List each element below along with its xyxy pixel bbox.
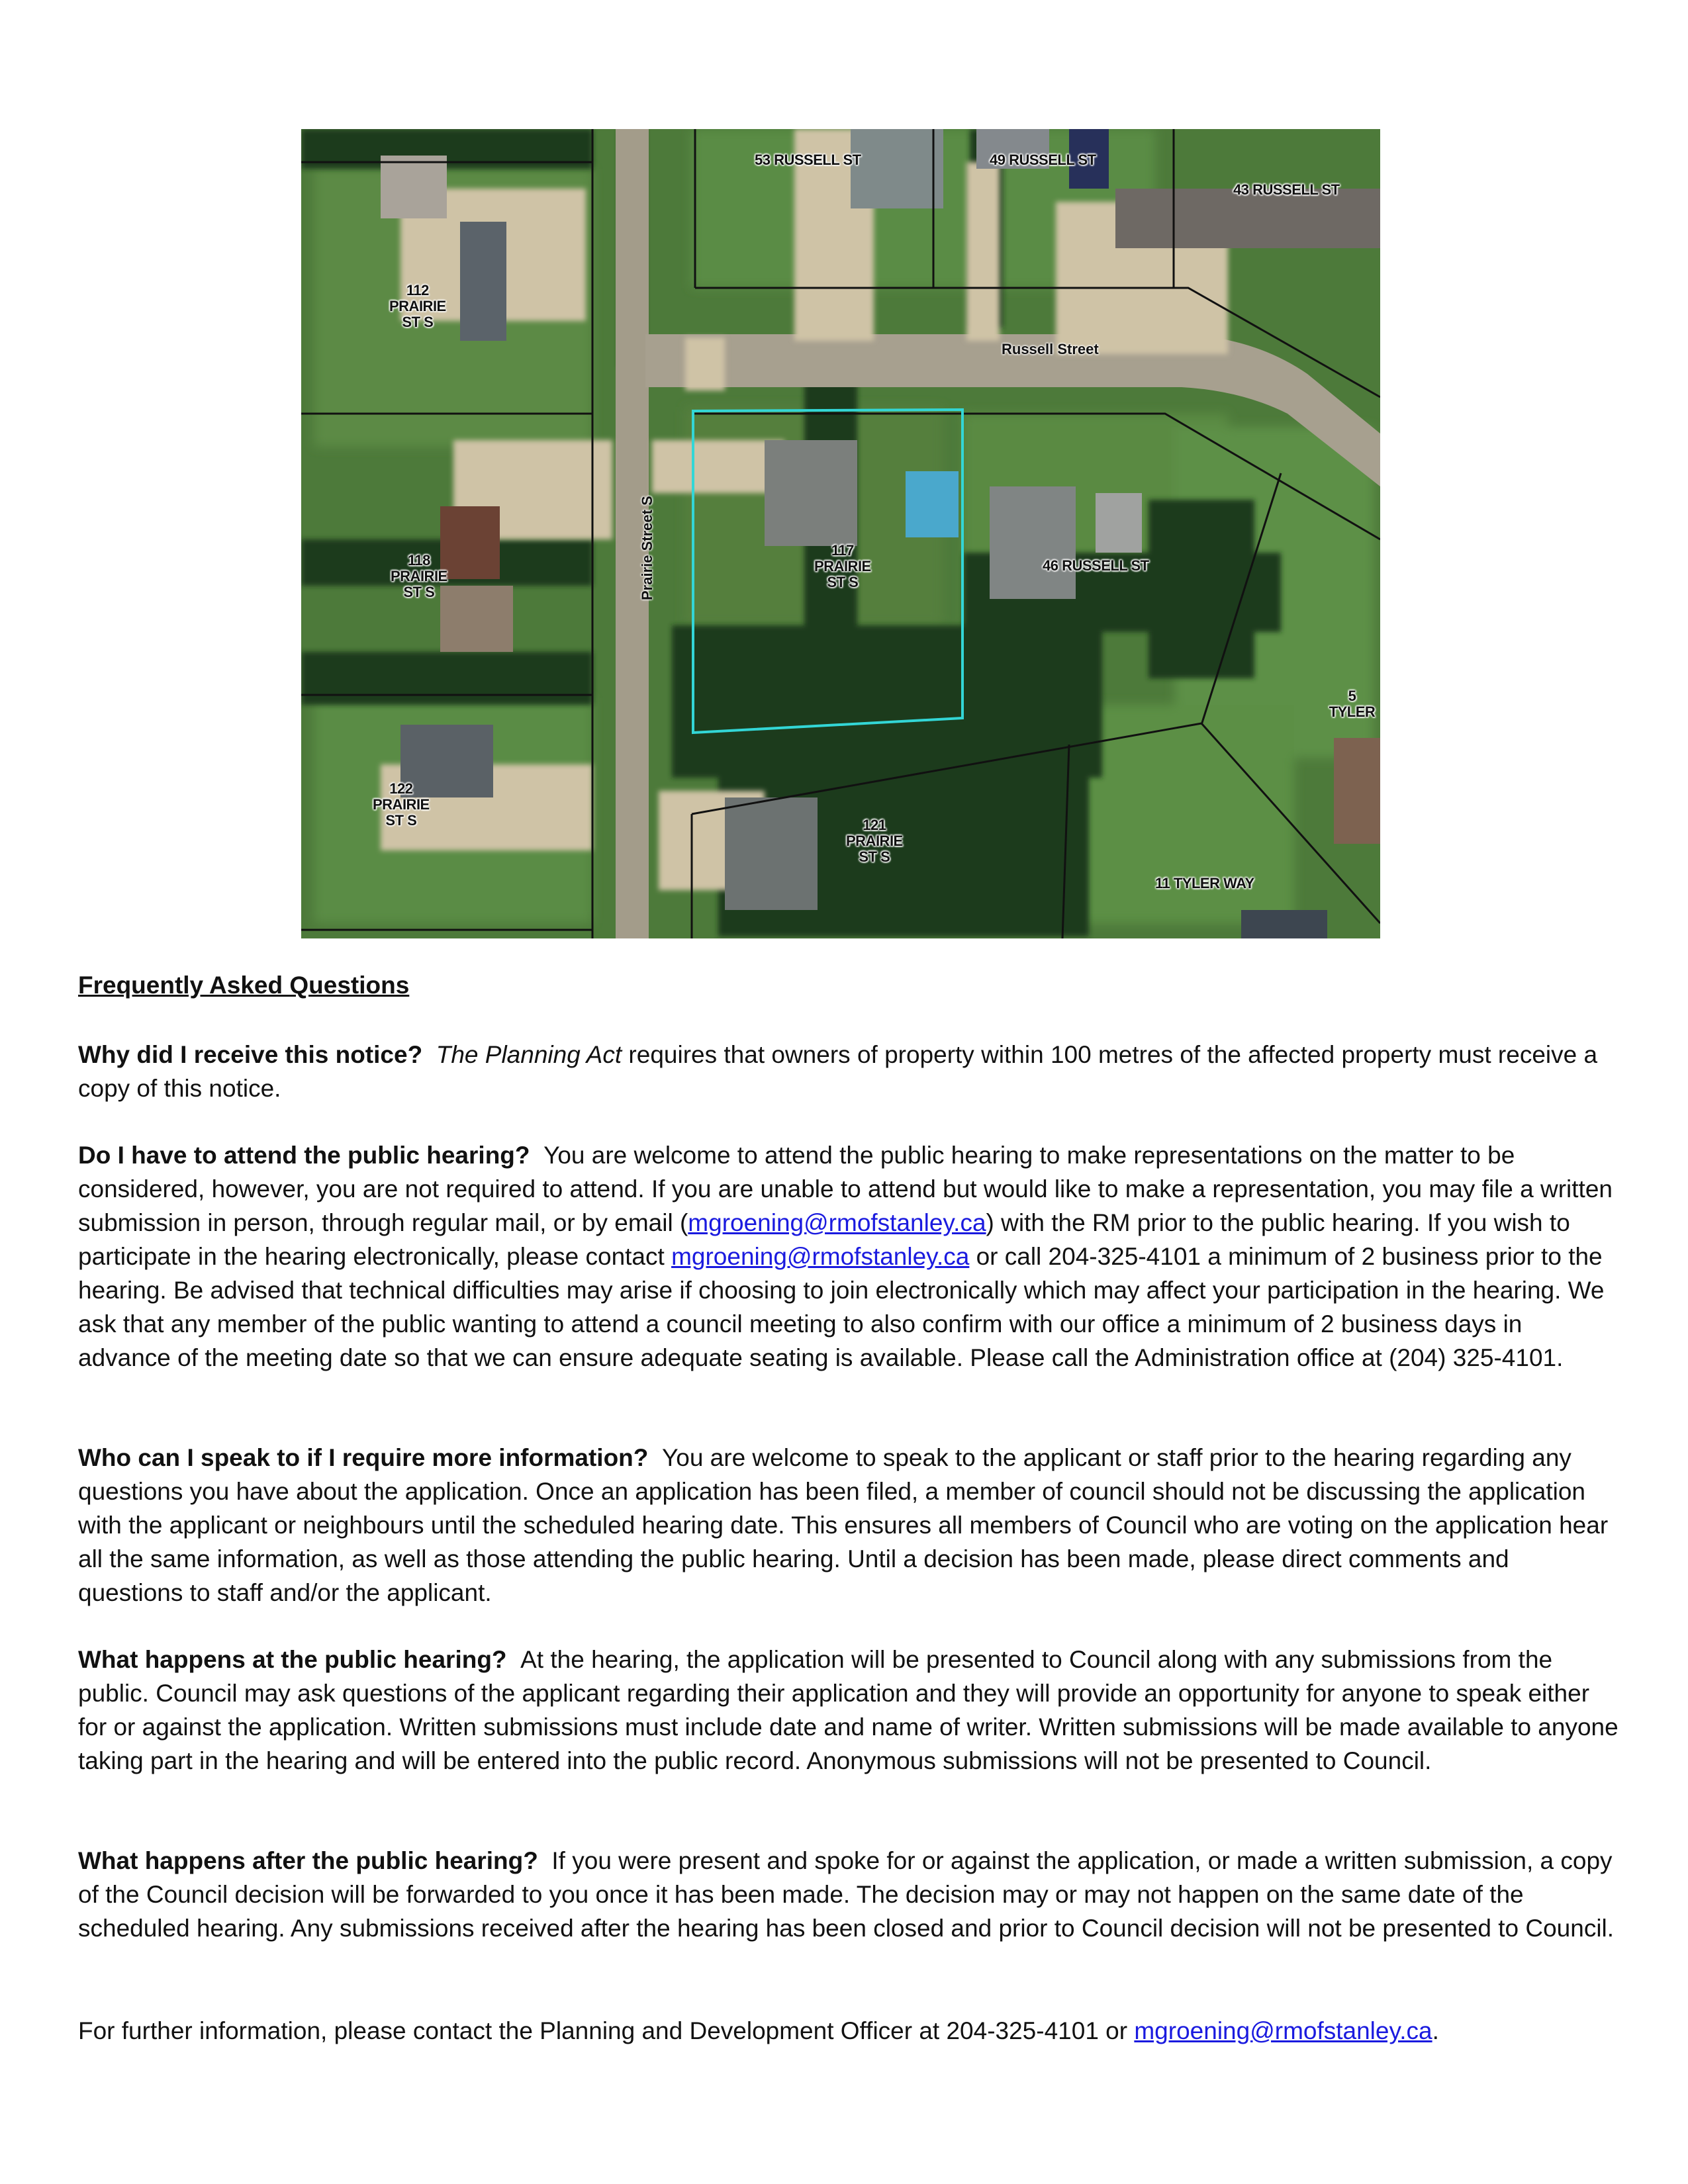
label-122-prairie-st-s: 122 PRAIRIE ST S — [373, 780, 430, 829]
faq-question: Why did I receive this notice? — [78, 1041, 423, 1068]
label-49-russell-st: 49 RUSSELL ST — [990, 152, 1096, 168]
label-46-russell-st: 46 RUSSELL ST — [1043, 557, 1149, 574]
faq-answer-part: ) with the RM prior to the public hearing. If you wish to participate in the hearing electronically, please contact — [78, 1209, 1570, 1270]
email-link[interactable]: mgroening@rmofstanley.ca — [671, 1243, 970, 1270]
proposed-structure-footprint[interactable] — [906, 471, 959, 537]
faq-answer-part: or call 204-325-4101 a minimum of 2 business prior to the hearing. Be advised that technical difficulties may arise if choosing to join electronically which may affect your participation in the hearing. We ask that any member of the public wanting to attend a council meeting to also confirm with our office a minimum of 2 business days in advance of the meeting date so that we can ensure adequate seating is available. Please call the Administration office at (204) 325-4101. — [78, 1243, 1605, 1371]
label-11-tyler-way: 11 TYLER WAY — [1155, 875, 1254, 891]
faq-heading: Frequently Asked Questions — [78, 972, 410, 999]
faq-item-why-notice — [78, 1038, 1620, 1105]
planning-act-title: The Planning Act — [436, 1041, 622, 1068]
street-label-russell-street: Russell Street — [1002, 341, 1099, 357]
map-imagery — [301, 129, 1380, 938]
faq-answer: If you were present and spoke for or against the application, or made a written submission, a copy of the Council decision will be forwarded to you once it has been made. The decision may or may not happen on the same date of the scheduled hearing. Any submissions received after the hearing has been closed and prior to Council decision will not be presented to Council. — [78, 1847, 1615, 1942]
street-label-prairie-street-s: Prairie Street S — [639, 496, 655, 600]
faq-question: Who can I speak to if I require more information? — [78, 1444, 649, 1471]
aerial-site-map — [301, 129, 1380, 938]
faq-question: Do I have to attend the public hearing? — [78, 1142, 530, 1169]
label-118-prairie-st-s: 118 PRAIRIE ST S — [391, 552, 447, 600]
faq-answer: At the hearing, the application will be presented to Council along with any submissions from the public. Council may ask questions of the applicant regarding their application and they will provide an opportunity for anyone to speak either for or against the application. Written submissions must include date and name of writer. Written submissions will be made available to anyone taking part in the hearing and will be entered into the public record. Anonymous submissions will not be presented to Council. — [78, 1646, 1618, 1774]
label-5-tyler: 5 TYLER — [1329, 688, 1376, 720]
faq-item-more-information — [78, 1441, 1620, 1610]
label-117-prairie-st-s: 117 PRAIRIE ST S — [814, 542, 871, 590]
contact-end: . — [1432, 2017, 1439, 2044]
contact-info — [78, 2014, 1620, 2048]
label-53-russell-st: 53 RUSSELL ST — [755, 152, 861, 168]
faq-item-after-hearing — [78, 1844, 1620, 1945]
label-43-russell-st: 43 RUSSELL ST — [1233, 181, 1340, 198]
label-121-prairie-st-s: 121 PRAIRIE ST S — [846, 817, 903, 865]
label-112-prairie-st-s: 112 PRAIRIE ST S — [389, 282, 446, 330]
faq-item-at-hearing — [78, 1643, 1620, 1778]
faq-answer: You are welcome to speak to the applicant or staff prior to the hearing regarding any questions you have about the application. Once an application has been filed, a member of council should not be discussing the application with the applicant or neighbours until the scheduled hearing date. This ensures all members of Council who are voting on the application hear all the same information, as well as those attending the public hearing. Until a decision has been made, please direct comments and questions to staff and/or the applicant. — [78, 1444, 1609, 1606]
faq-answer-part: You are welcome to attend the public hearing to make representations on the matter to be considered, however, you are not required to attend. If you are unable to attend but would like to make a representation, you may file a written submission in person, through regular mail, or by email ( — [78, 1142, 1613, 1236]
faq-answer: requires that owners of property within 100 metres of the affected property must receive a copy of this notice. — [78, 1041, 1598, 1102]
contact-text: For further information, please contact the Planning and Development Officer at 204-325-4101 or — [78, 2017, 1135, 2044]
faq-question: What happens after the public hearing? — [78, 1847, 538, 1874]
email-link[interactable]: mgroening@rmofstanley.ca — [688, 1209, 986, 1236]
faq-item-attend-hearing — [78, 1138, 1620, 1375]
faq-question: What happens at the public hearing? — [78, 1646, 507, 1673]
email-link[interactable]: mgroening@rmofstanley.ca — [1134, 2017, 1432, 2044]
